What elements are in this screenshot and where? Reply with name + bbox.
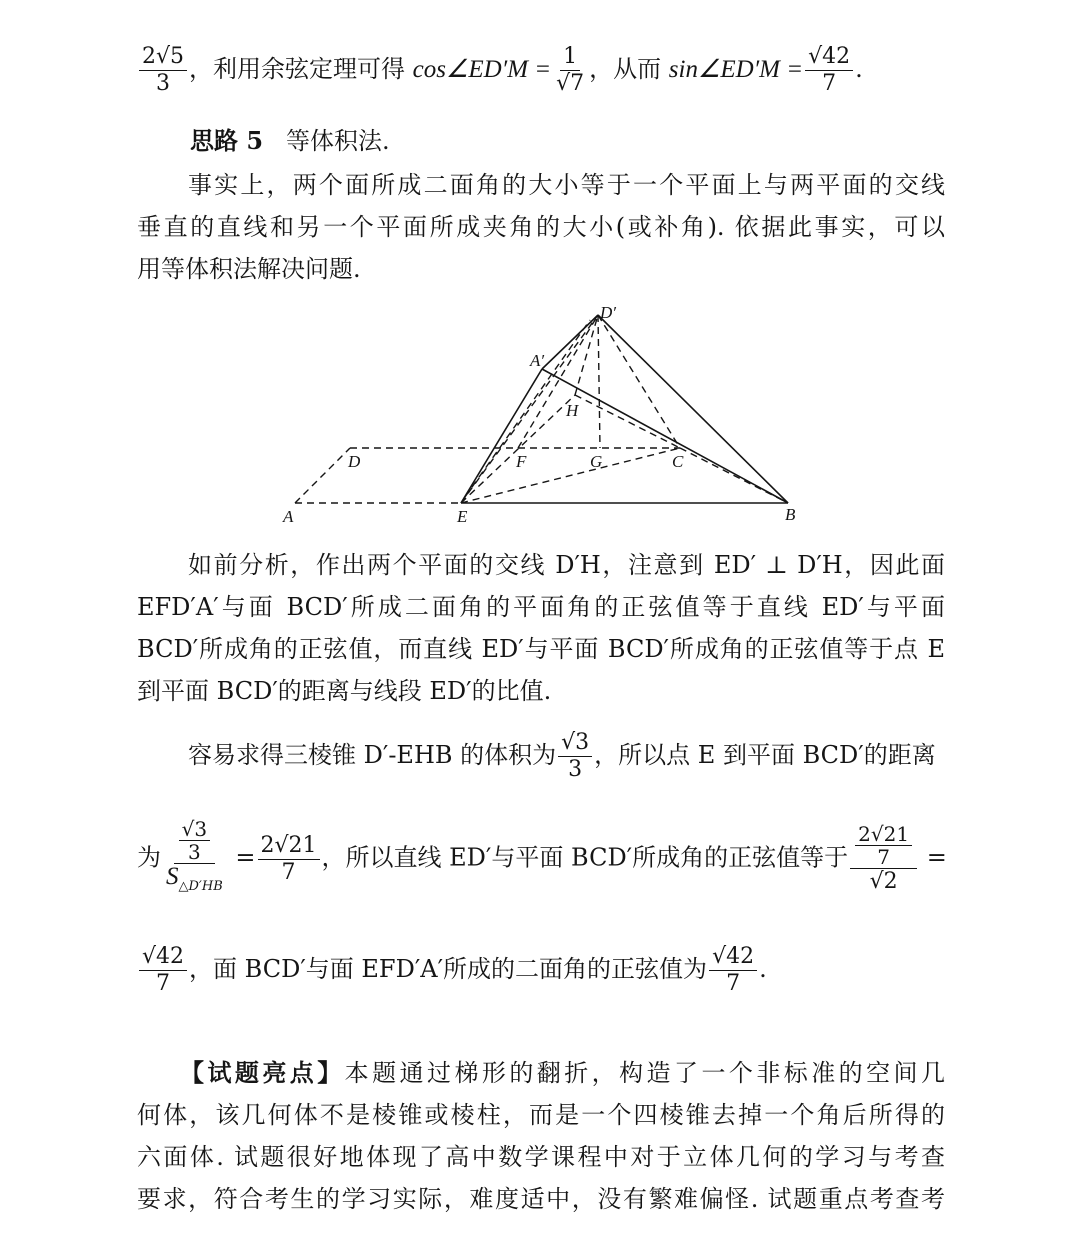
fraction: $\frac{√42}{7}$ xyxy=(805,44,853,97)
paragraph-line: 到平面 BCD′的距离与线段 ED′的比值. xyxy=(137,677,552,705)
highlight-line: 六面体. 试题很好地体现了高中数学课程中对于立体几何的学习与考查 xyxy=(137,1143,945,1171)
label-g: G xyxy=(590,452,603,471)
highlight-line: 要求，符合考生的学习实际，难度适中，没有繁难偏怪. 试题重点考查考 xyxy=(137,1185,945,1213)
formula-line-result: $\frac{√42}{7}$ ，面 BCD′与面 EFD′A′所成的二面角的正弦值为 $\frac{√42}{7}$ . xyxy=(137,944,945,997)
geometry-figure xyxy=(0,0,1080,540)
fraction: $\frac{2√5}{3}$ xyxy=(139,44,187,97)
label-c: C xyxy=(672,452,684,471)
label-d-prime: D′ xyxy=(600,303,616,322)
paragraph-line: 垂直的直线和另一个平面所成夹角的大小(或补角). 依据此事实，可以 xyxy=(137,213,945,241)
fraction: $\frac{√42}{7}$ xyxy=(709,944,757,997)
fraction: $\frac{2√21}{7}$ xyxy=(855,823,912,868)
highlight-line: 何体，该几何体不是棱锥或棱柱，而是一个四棱锥去掉一个角后所得的 xyxy=(137,1101,945,1129)
fraction: $\frac{√3}{3}$ xyxy=(558,730,592,783)
paragraph-line: 如前分析，作出两个平面的交线 D′H，注意到 ED′ ⊥ D′H，因此面 xyxy=(188,551,945,579)
fraction: $\frac{2√21}{7}$ xyxy=(258,833,320,886)
formula-line-1: $\frac{2√5}{3}$ ，利用余弦定理可得 cos∠ED′M = $\frac{1}{√7}$ ，从而 sin∠ED′M = $\frac{√42}{7}$ . xyxy=(137,44,945,97)
fraction: $\frac{1}{√7}$ xyxy=(556,44,585,96)
compound-fraction: $\frac{\frac{2√21}{7}}{√2}$ xyxy=(850,823,917,895)
formula-line-volume: 容易求得三棱锥 D′-EHB 的体积为 $\frac{√3}{3}$ ，所以点 E 到平面 BCD′的距离 xyxy=(188,730,936,782)
formula-line-distance: 为 $\frac{\frac{√3}{3}}{S_{\triangle D'HB}}$ = $\frac{2√21}{7}$ ，所以直线 ED′与平面 BCD′所成角的正弦值等于 $\frac{\frac{2√21}{7}}{√2}$ = xyxy=(137,818,945,900)
highlight-label: 【试题亮点】 xyxy=(180,1058,345,1087)
label-e: E xyxy=(457,507,468,526)
paragraph-line: 事实上，两个面所成二面角的大小等于一个平面上与两平面的交线 xyxy=(188,171,945,199)
label-b: B xyxy=(785,505,796,524)
fraction: $\frac{√3}{3}$ xyxy=(179,818,210,863)
highlight-line: 【试题亮点】本题通过梯形的翻折，构造了一个非标准的空间几 xyxy=(180,1058,946,1087)
paragraph-line: 用等体积法解决问题. xyxy=(137,255,361,283)
compound-fraction: $\frac{\frac{√3}{3}}{S_{\triangle D'HB}}$ xyxy=(166,817,223,894)
section-heading: 思路 5 等体积法. xyxy=(190,126,390,155)
fraction: $\frac{√42}{7}$ xyxy=(139,944,187,997)
label-d: D xyxy=(348,452,361,471)
label-f: F xyxy=(516,452,527,471)
label-a: A xyxy=(283,507,294,526)
label-h: H xyxy=(566,401,579,420)
label-a-prime: A′ xyxy=(530,351,545,370)
paragraph-line: BCD′所成角的正弦值，而直线 ED′与平面 BCD′所成角的正弦值等于点 E xyxy=(137,635,945,663)
paragraph-line: EFD′A′与面 BCD′所成二面角的平面角的正弦值等于直线 ED′与平面 xyxy=(137,593,945,621)
